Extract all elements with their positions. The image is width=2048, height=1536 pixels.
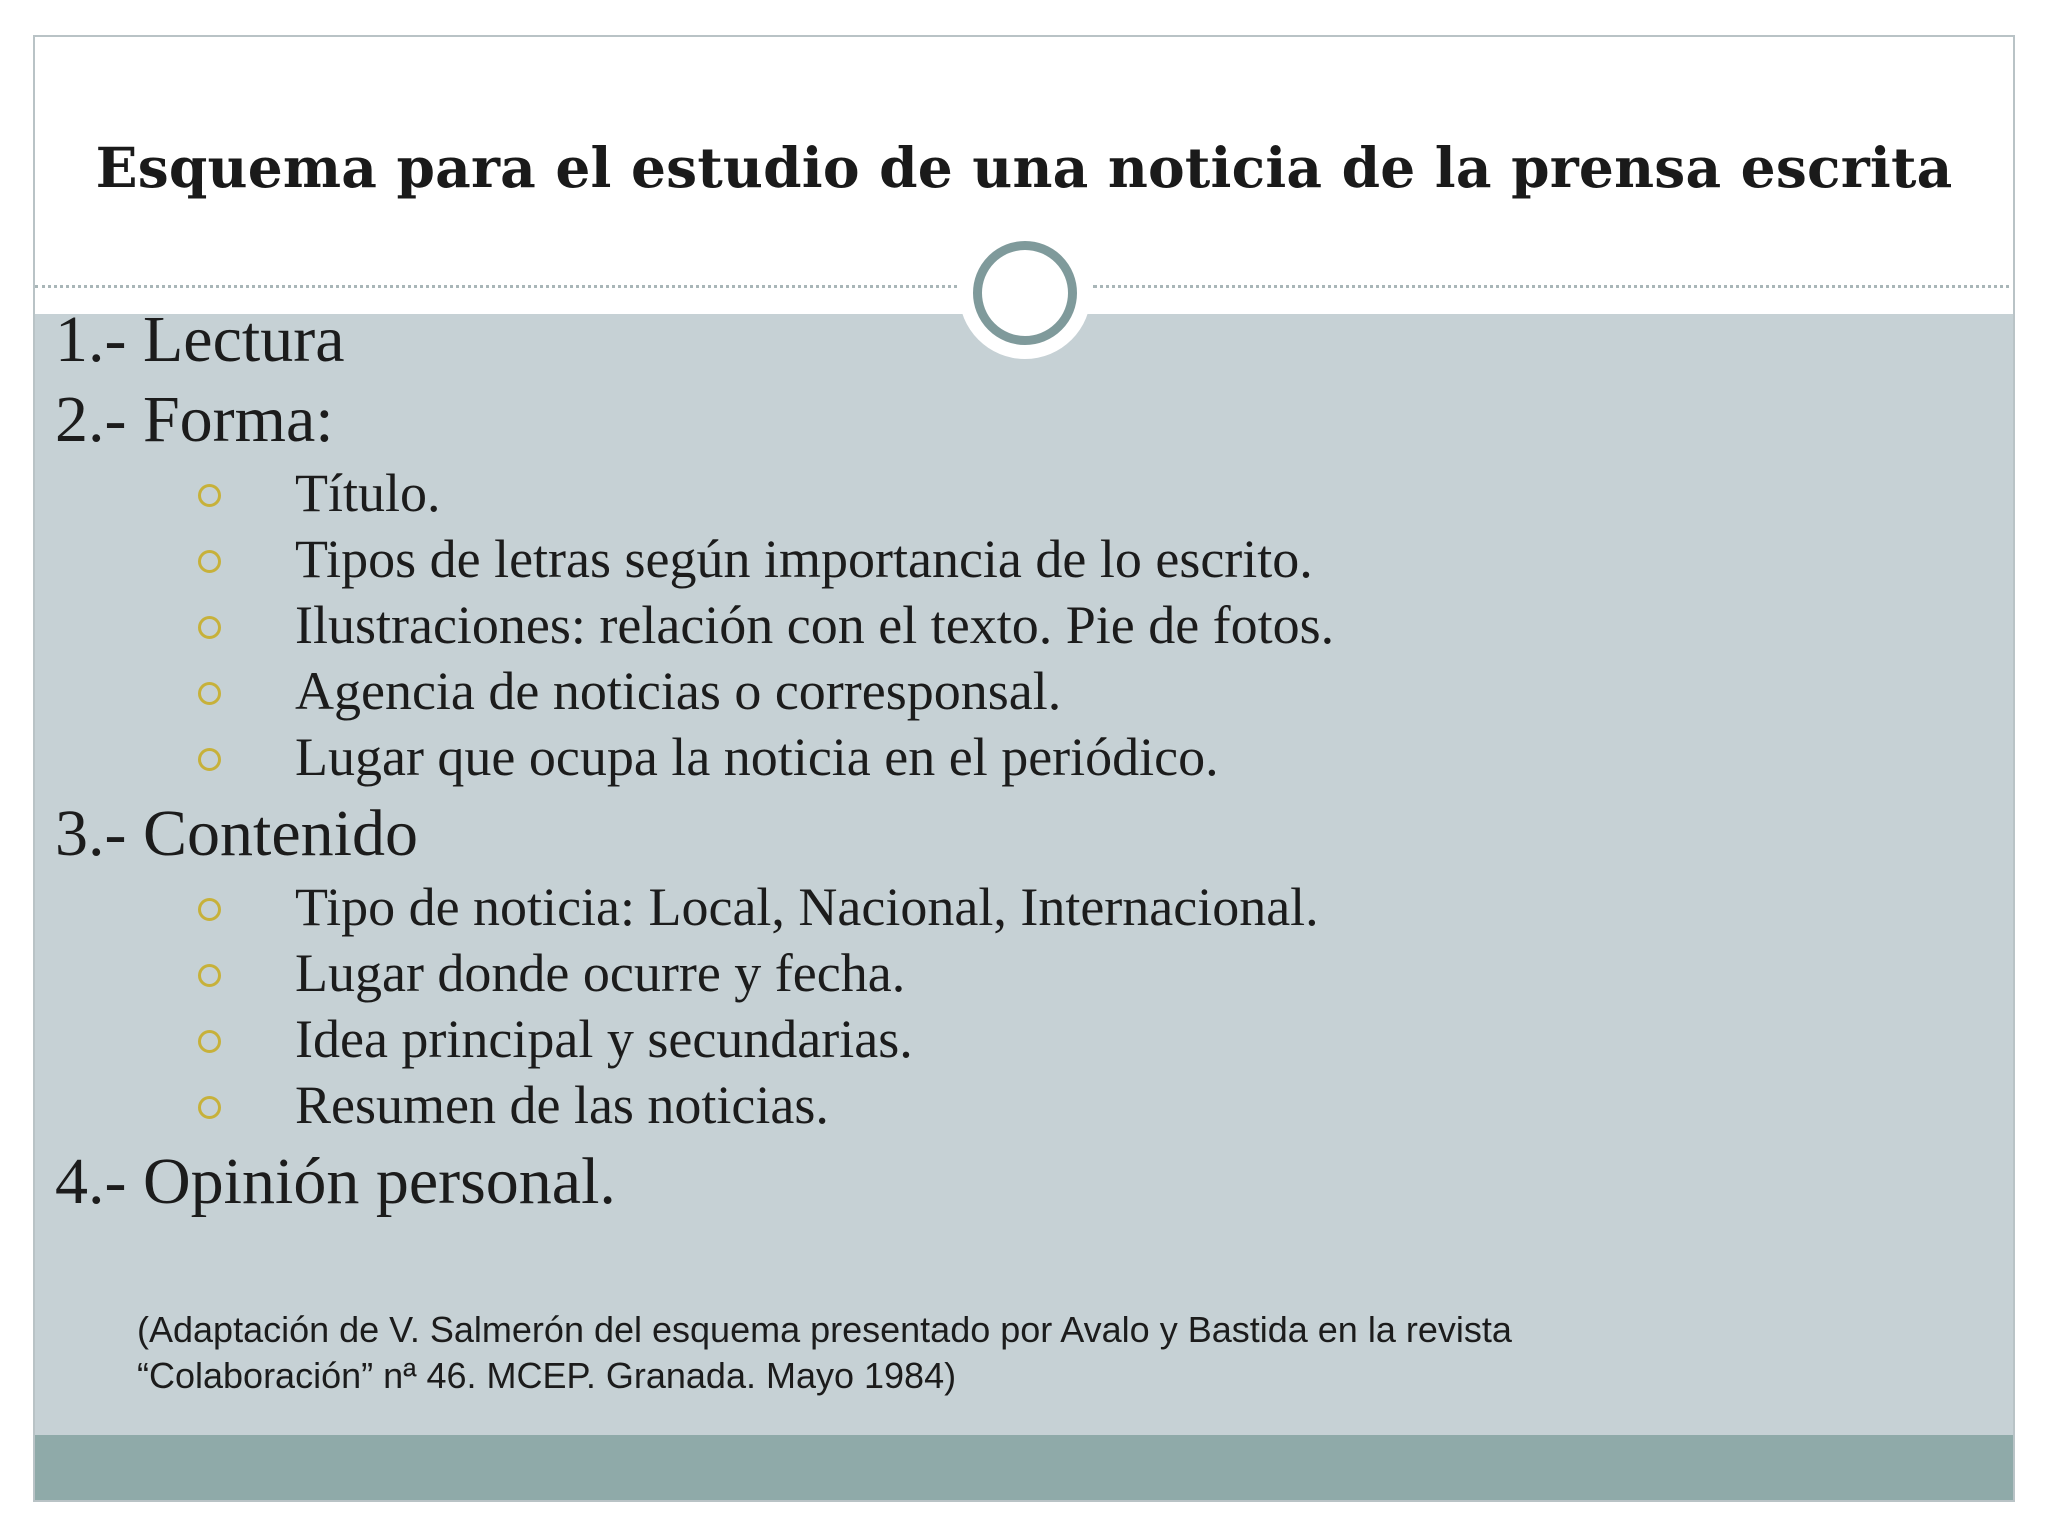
contenido-sublist <box>55 874 1935 1138</box>
list-item-text: Tipos de letras según importancia de lo escrito. <box>295 529 1313 589</box>
circle-bullet-icon <box>198 1096 221 1119</box>
list-item-text: Resumen de las noticias. <box>295 1075 829 1135</box>
list-item-text: Lugar donde ocurre y fecha. <box>295 943 906 1003</box>
list-item <box>55 940 1935 1006</box>
list-item <box>55 724 1935 790</box>
slide-title: Esquema para el estudio de una noticia de la prensa escrita <box>95 135 1953 200</box>
list-item-text: Tipo de noticia: Local, Nacional, Internacional. <box>295 877 1319 937</box>
contenido-items <box>55 874 1935 1138</box>
circle-bullet-icon <box>198 616 221 639</box>
list-item-text: Agencia de noticias o corresponsal. <box>295 661 1062 721</box>
list-item-text: Idea principal y secundarias. <box>295 1009 913 1069</box>
forma-sublist <box>55 460 1935 790</box>
citation-line-2: “Colaboración” nª 46. MCEP. Granada. Mayo 1984) <box>137 1355 957 1396</box>
outline-heading-contenido: 3.- Contenido <box>55 797 418 870</box>
citation-line-1: (Adaptación de V. Salmerón del esquema presentado por Avalo y Bastida en la revista <box>137 1309 1512 1350</box>
outline-heading-lectura: 1.- Lectura <box>55 303 345 376</box>
circle-bullet-icon <box>198 964 221 987</box>
circle-bullet-icon <box>198 1030 221 1053</box>
list-item-text: Título. <box>295 463 441 523</box>
outline-list <box>55 300 1935 1222</box>
title-divider-right <box>1093 285 2015 288</box>
outline-heading-opinion: 4.- Opinión personal. <box>55 1145 616 1218</box>
list-item-text: Ilustraciones: relación con el texto. Pie de fotos. <box>295 595 1335 655</box>
list-item <box>55 1006 1935 1072</box>
list-item-text: Lugar que ocupa la noticia en el periódico. <box>295 727 1219 787</box>
circle-bullet-icon <box>198 682 221 705</box>
footer-band <box>35 1435 2013 1502</box>
list-item <box>55 658 1935 724</box>
circle-bullet-icon <box>198 484 221 507</box>
forma-items <box>55 460 1935 790</box>
list-item <box>55 460 1935 526</box>
circle-bullet-icon <box>198 898 221 921</box>
list-item <box>55 1072 1935 1138</box>
outline-heading-forma: 2.- Forma: <box>55 383 334 456</box>
list-item <box>55 592 1935 658</box>
list-item <box>55 874 1935 940</box>
list-item <box>55 526 1935 592</box>
title-divider-left <box>35 285 957 288</box>
citation-note <box>137 1307 1937 1399</box>
circle-bullet-icon <box>198 550 221 573</box>
circle-bullet-icon <box>198 748 221 771</box>
